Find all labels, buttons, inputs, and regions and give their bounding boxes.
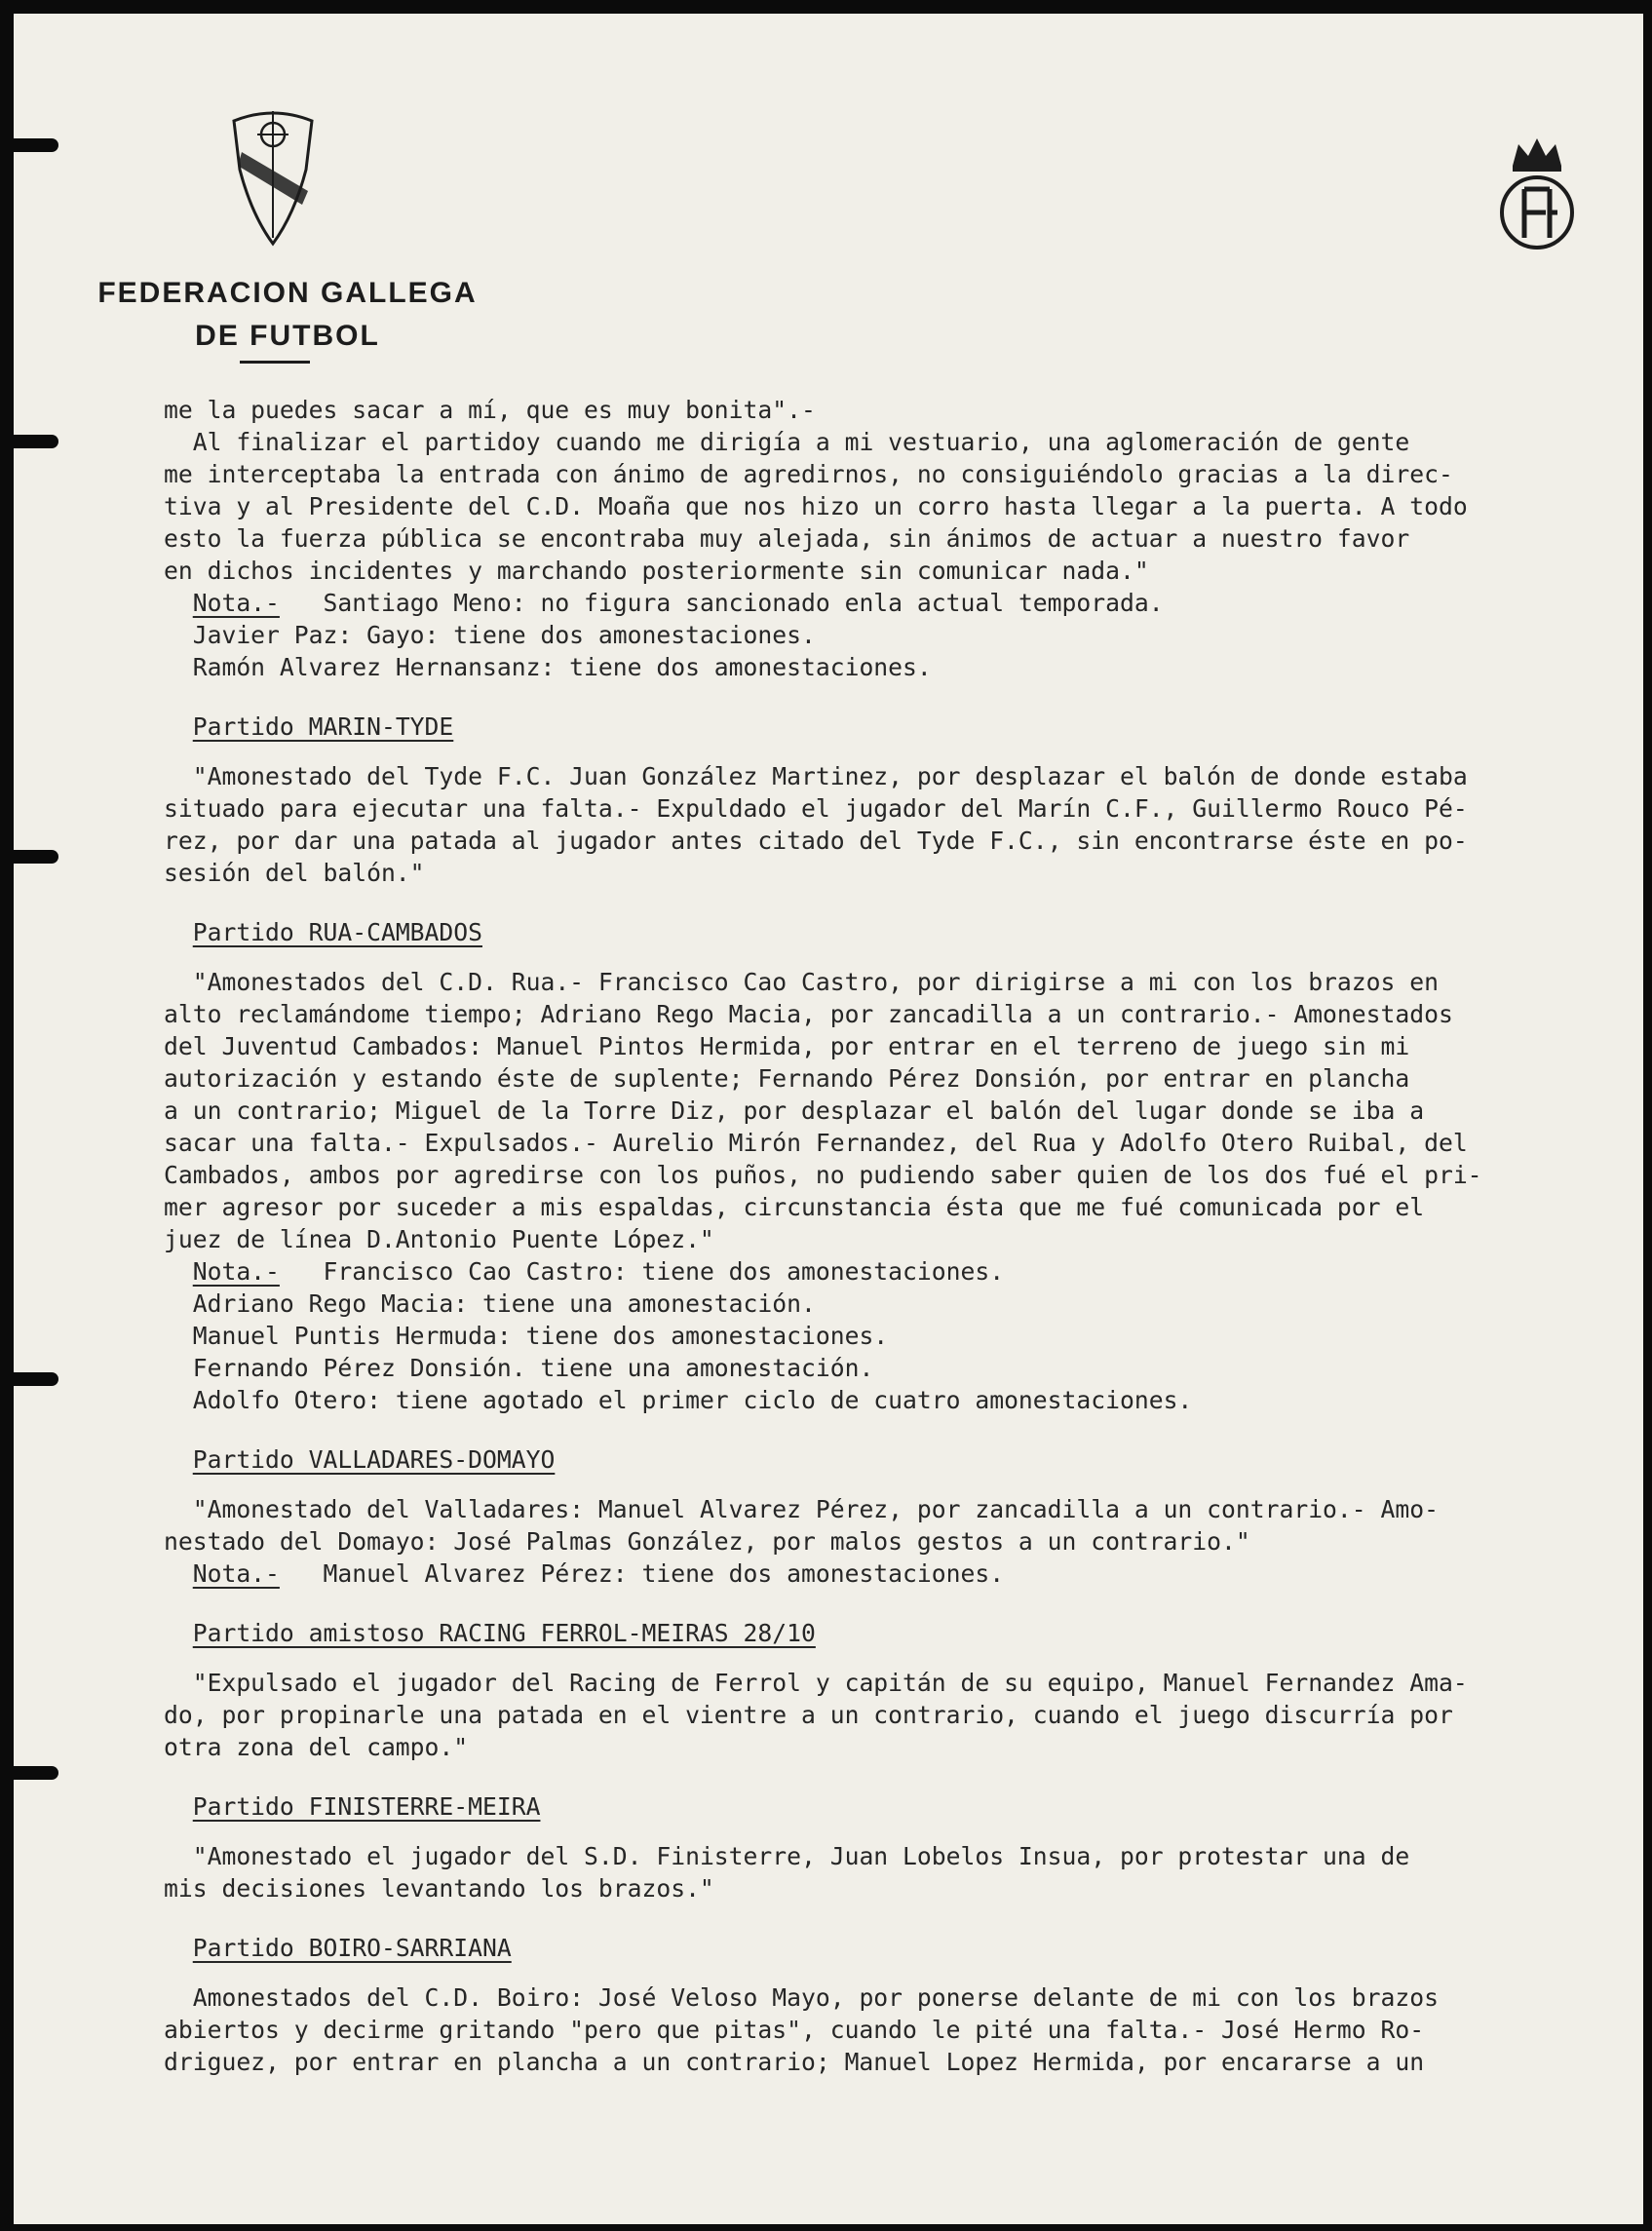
- document-body: [164, 394, 1635, 2078]
- text-line: alto reclamándome tiempo; Adriano Rego Macia, por zancadilla a un contrario.- Amonestados: [164, 1000, 1453, 1028]
- organization-name: [86, 272, 489, 358]
- section-heading-text: Partido BOIRO-SARRIANA: [192, 1934, 512, 1962]
- text-line: mis decisiones levantando los brazos.": [164, 1874, 714, 1903]
- federation-shield-logo: [230, 101, 316, 248]
- note-label: Nota.-: [192, 589, 280, 617]
- text-line: autorización y estando éste de suplente; Fernando Pérez Donsión, por entrar en plancha: [164, 1064, 1410, 1093]
- text-line: sesión del balón.": [164, 859, 425, 887]
- text-line: situado para ejecutar una falta.- Expuldado el jugador del Marín C.F., Guillermo Rouco Pé-: [164, 794, 1468, 823]
- section-gap: [164, 1590, 1635, 1617]
- text-line: Cambados, ambos por agredirse con los puños, no pudiendo saber quien de los dos fué el pri-: [164, 1161, 1482, 1189]
- document-page: [14, 14, 1643, 2224]
- note-line: Nota.- Francisco Cao Castro: tiene dos amonestaciones.: [192, 1257, 1005, 1286]
- text-line: esto la fuerza pública se encontraba muy alejada, sin ánimos de actuar a nuestro favor: [164, 524, 1410, 553]
- text-line: me interceptaba la entrada con ánimo de agredirnos, no consiguiéndolo gracias a la direc-: [164, 460, 1453, 488]
- binder-hole: [14, 138, 58, 152]
- section-heading: [164, 711, 1635, 743]
- text-line: "Amonestado el jugador del S.D. Finisterre, Juan Lobelos Insua, por protestar una de: [192, 1842, 1410, 1870]
- org-line-1: FEDERACION GALLEGA: [97, 277, 478, 309]
- text-line: tiva y al Presidente del C.D. Moaña que nos hizo un corro hasta llegar a la puerta. A todo: [164, 492, 1468, 520]
- section-heading-text: Partido amistoso RACING FERROL-MEIRAS 28/10: [192, 1619, 816, 1647]
- text-line: "Amonestado del Tyde F.C. Juan González Martinez, por desplazar el balón de donde estaba: [192, 762, 1468, 790]
- section-heading: [164, 1617, 1635, 1649]
- text-line: juez de línea D.Antonio Puente López.": [164, 1225, 714, 1253]
- text-line: "Expulsado el jugador del Racing de Ferrol y capitán de su equipo, Manuel Fernandez Ama-: [192, 1669, 1468, 1697]
- text-line: Adolfo Otero: tiene agotado el primer ciclo de cuatro amonestaciones.: [192, 1386, 1193, 1414]
- text-line: en dichos incidentes y marchando posteriormente sin comunicar nada.": [164, 557, 1149, 585]
- heading-gap: [164, 1823, 1635, 1840]
- text-line: Amonestados del C.D. Boiro: José Veloso Mayo, por ponerse delante de mi con los brazos: [192, 1983, 1439, 2012]
- text-line: nestado del Domayo: José Palmas González, por malos gestos a un contrario.": [164, 1527, 1250, 1556]
- heading-gap: [164, 1649, 1635, 1667]
- note-line: Nota.- Manuel Alvarez Pérez: tiene dos amonestaciones.: [192, 1559, 1005, 1588]
- section-heading-text: Partido VALLADARES-DOMAYO: [192, 1445, 556, 1474]
- section-gap: [164, 889, 1635, 916]
- text-line: me la puedes sacar a mí, que es muy bonita".-: [164, 396, 816, 424]
- text-line: Al finalizar el partidoy cuando me dirigía a mi vestuario, una aglomeración de gente: [192, 428, 1410, 456]
- note-label: Nota.-: [192, 1257, 280, 1286]
- text-line: Javier Paz: Gayo: tiene dos amonestaciones.: [192, 621, 816, 649]
- section-gap: [164, 1904, 1635, 1932]
- section-heading: [164, 1932, 1635, 1964]
- section-heading: [164, 1443, 1635, 1476]
- section-heading-text: Partido RUA-CAMBADOS: [192, 918, 482, 946]
- heading-gap: [164, 948, 1635, 966]
- text-line: mer agresor por suceder a mis espaldas, circunstancia ésta que me fué comunicada por el: [164, 1193, 1425, 1221]
- text-line: del Juventud Cambados: Manuel Pintos Hermida, por entrar en el terreno de juego sin mi: [164, 1032, 1410, 1060]
- text-line: a un contrario; Miguel de la Torre Diz, por desplazar el balón del lugar donde se iba a: [164, 1096, 1425, 1125]
- section-gap: [164, 683, 1635, 711]
- text-line: otra zona del campo.": [164, 1733, 469, 1761]
- text-line: Ramón Alvarez Hernansanz: tiene dos amonestaciones.: [192, 653, 932, 681]
- text-line: "Amonestado del Valladares: Manuel Alvarez Pérez, por zancadilla a un contrario.- Amo-: [192, 1495, 1439, 1523]
- rfef-crown-emblem: [1493, 129, 1581, 253]
- section-heading: [164, 1790, 1635, 1823]
- text-line: Manuel Puntis Hermuda: tiene dos amonestaciones.: [192, 1322, 889, 1350]
- text-line: Adriano Rego Macia: tiene una amonestación.: [192, 1289, 816, 1318]
- text-line: abiertos y decirme gritando "pero que pitas", cuando le pité una falta.- José Hermo Ro-: [164, 2016, 1425, 2044]
- org-line-2: DE FUTBOL: [195, 320, 380, 352]
- section-gap: [164, 1416, 1635, 1443]
- section-heading: [164, 916, 1635, 948]
- text-line: driguez, por entrar en plancha a un contrario; Manuel Lopez Hermida, por encararse a un: [164, 2048, 1425, 2076]
- section-heading-text: Partido MARIN-TYDE: [192, 712, 454, 741]
- text-line: sacar una falta.- Expulsados.- Aurelio Mirón Fernandez, del Rua y Adolfo Otero Ruibal, del: [164, 1129, 1468, 1157]
- text-line: rez, por dar una patada al jugador antes citado del Tyde F.C., sin encontrarse éste en po-: [164, 827, 1468, 855]
- section-heading-text: Partido FINISTERRE-MEIRA: [192, 1792, 541, 1821]
- binder-hole: [14, 435, 58, 448]
- text-line: "Amonestados del C.D. Rua.- Francisco Cao Castro, por dirigirse a mi con los brazos en: [192, 968, 1439, 996]
- text-line: do, por propinarle una patada en el vientre a un contrario, cuando el juego discurría por: [164, 1701, 1453, 1729]
- note-label: Nota.-: [192, 1559, 280, 1588]
- heading-gap: [164, 1964, 1635, 1981]
- note-line: Nota.- Santiago Meno: no figura sancionado enla actual temporada.: [192, 589, 1164, 617]
- binder-hole: [14, 850, 58, 864]
- heading-gap: [164, 1476, 1635, 1493]
- heading-gap: [164, 743, 1635, 760]
- binder-hole: [14, 1372, 58, 1386]
- binder-hole: [14, 1766, 58, 1780]
- header-rule: [240, 361, 310, 364]
- text-line: Fernando Pérez Donsión. tiene una amonestación.: [192, 1354, 874, 1382]
- section-gap: [164, 1763, 1635, 1790]
